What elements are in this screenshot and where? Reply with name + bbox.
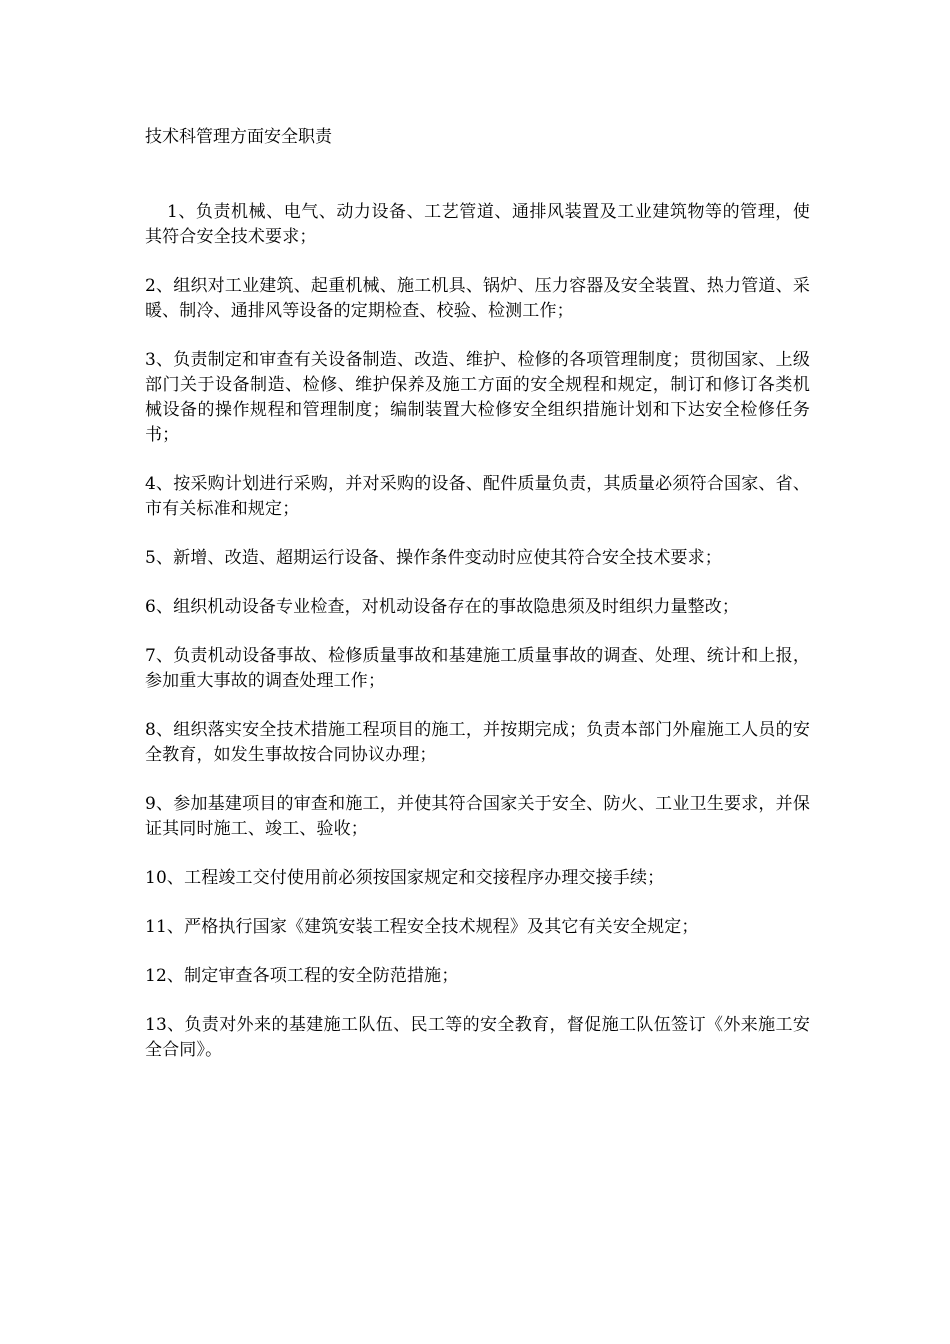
responsibility-list <box>145 200 810 1063</box>
responsibility-item-9: 9、参加基建项目的审查和施工，并使其符合国家关于安全、防火、工业卫生要求，并保证其同时施工、竣工、验收； <box>145 794 810 839</box>
responsibility-item-6: 6、组织机动设备专业检查，对机动设备存在的事故隐患须及时组织力量整改； <box>145 597 740 617</box>
document-page <box>145 124 810 1087</box>
responsibility-item-11: 11、严格执行国家《建筑安装工程安全技术规程》及其它有关安全规定； <box>145 917 699 937</box>
responsibility-item-4: 4、按采购计划进行采购，并对采购的设备、配件质量负责，其质量必须符合国家、省、市有关标准和规定； <box>145 474 810 519</box>
responsibility-item-7: 7、负责机动设备事故、检修质量事故和基建施工质量事故的调查、处理、统计和上报，参加重大事故的调查处理工作； <box>145 646 810 691</box>
responsibility-item-1: 1、负责机械、电气、动力设备、工艺管道、通排风装置及工业建筑物等的管理，使其符合安全技术要求； <box>145 202 810 247</box>
responsibility-item-13: 13、负责对外来的基建施工队伍、民工等的安全教育，督促施工队伍签订《外来施工安全合同》。 <box>145 1015 810 1060</box>
responsibility-item-5: 5、新增、改造、超期运行设备、操作条件变动时应使其符合安全技术要求； <box>145 548 722 568</box>
responsibility-item-2: 2、组织对工业建筑、起重机械、施工机具、锅炉、压力容器及安全装置、热力管道、采暖、制冷、通排风等设备的定期检查、校验、检测工作； <box>145 276 810 321</box>
document-title: 技术科管理方面安全职责 <box>145 127 332 147</box>
responsibility-item-12: 12、制定审查各项工程的安全防范措施； <box>145 966 459 986</box>
responsibility-item-3: 3、负责制定和审查有关设备制造、改造、维护、检修的各项管理制度；贯彻国家、上级部门关于设备制造、检修、维护保养及施工方面的安全规程和规定，制订和修订各类机械设备的操作规程和管理制度；编制装置大检修安全组织措施计划和下达安全检修任务书； <box>145 350 810 445</box>
responsibility-item-8: 8、组织落实安全技术措施工程项目的施工，并按期完成；负责本部门外雇施工人员的安全教育，如发生事故按合同协议办理； <box>145 720 810 765</box>
responsibility-item-10: 10、工程竣工交付使用前必须按国家规定和交接程序办理交接手续； <box>145 868 665 888</box>
